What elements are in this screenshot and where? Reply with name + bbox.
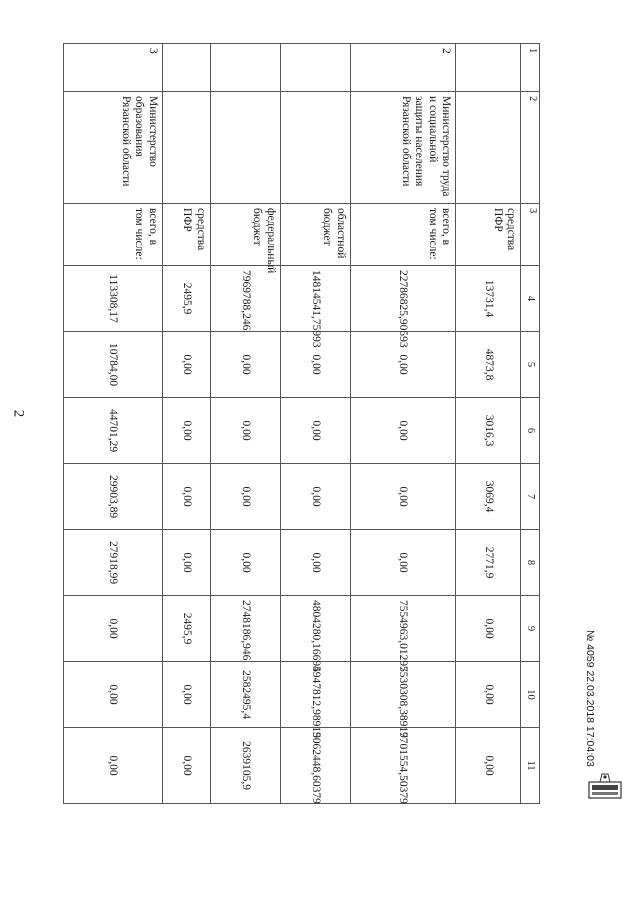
document-table-area — [63, 43, 540, 803]
document-footer: № 4059 22.03.2018 17:04:03 — [584, 630, 596, 767]
amount-cell: 7530308,38919 — [350, 662, 455, 728]
row-index-cell — [280, 44, 350, 92]
col-number: 1 — [521, 44, 540, 92]
table-row — [455, 44, 521, 804]
amount-cell: 0,00 — [64, 662, 163, 728]
funding-source-cell: средства ПФР — [455, 204, 521, 266]
amount-cell: 44701,29 — [64, 398, 163, 464]
col-number: 9 — [521, 596, 540, 662]
amount-cell: 7701554,50379 — [350, 728, 455, 804]
amount-cell: 0,00 — [280, 464, 350, 530]
amount-cell: 13731,4 — [455, 266, 521, 332]
col-number: 7 — [521, 464, 540, 530]
amount-cell: 113308,17 — [64, 266, 163, 332]
amount-cell: 0,00 — [280, 332, 350, 398]
col-number: 4 — [521, 266, 540, 332]
funding-source-cell: всего, в том числе: — [64, 204, 163, 266]
amount-cell: 0,00 — [162, 332, 210, 398]
amount-cell: 14814541,75993 — [280, 266, 350, 332]
col-number: 2 — [521, 92, 540, 204]
amount-cell: 2639105,9 — [210, 728, 280, 804]
amount-cell: 0,00 — [210, 464, 280, 530]
amount-cell: 4804280,16695 — [280, 596, 350, 662]
amount-cell: 0,00 — [350, 332, 455, 398]
row-index-cell — [162, 44, 210, 92]
budget-table — [63, 43, 540, 804]
amount-cell: 5062448,60379 — [280, 728, 350, 804]
amount-cell: 0,00 — [162, 728, 210, 804]
amount-cell: 2495,9 — [162, 266, 210, 332]
row-index-cell: 3 — [64, 44, 163, 92]
table-row — [280, 44, 350, 804]
ministry-name-cell — [280, 92, 350, 204]
amount-cell: 0,00 — [162, 464, 210, 530]
ministry-name-cell — [162, 92, 210, 204]
table-row — [350, 44, 455, 804]
table-row — [162, 44, 210, 804]
amount-cell: 0,00 — [350, 530, 455, 596]
amount-cell: 2771,9 — [455, 530, 521, 596]
amount-cell: 29903,89 — [64, 464, 163, 530]
funding-source-cell: средства ПФР — [162, 204, 210, 266]
amount-cell: 0,00 — [64, 728, 163, 804]
amount-cell: 0,00 — [455, 596, 521, 662]
amount-cell: 7969788,246 — [210, 266, 280, 332]
amount-cell: 0,00 — [162, 398, 210, 464]
col-number: 8 — [521, 530, 540, 596]
amount-cell: 0,00 — [210, 398, 280, 464]
amount-cell: 2748186,946 — [210, 596, 280, 662]
amount-cell: 2495,9 — [162, 596, 210, 662]
funding-source-cell: федеральный бюджет — [210, 204, 280, 266]
registration-stamp-icon — [588, 770, 622, 800]
amount-cell: 0,00 — [210, 332, 280, 398]
amount-cell: 3016,3 — [455, 398, 521, 464]
row-index-cell: 2 — [350, 44, 455, 92]
header-row — [521, 44, 540, 804]
row-index-cell — [455, 44, 521, 92]
amount-cell: 0,00 — [350, 398, 455, 464]
ministry-name-cell — [455, 92, 521, 204]
ministry-name-cell: Министерство труда и социальной защиты населения Рязанской области — [350, 92, 455, 204]
funding-source-cell: областной бюджет — [280, 204, 350, 266]
amount-cell: 3069,4 — [455, 464, 521, 530]
table-row — [64, 44, 163, 804]
page-number: 2 — [10, 409, 27, 418]
amount-cell: 27918,99 — [64, 530, 163, 596]
amount-cell: 22786825,90593 — [350, 266, 455, 332]
amount-cell: 0,00 — [280, 530, 350, 596]
row-index-cell — [210, 44, 280, 92]
table-row — [210, 44, 280, 804]
col-number: 6 — [521, 398, 540, 464]
amount-cell: 0,00 — [64, 596, 163, 662]
funding-source-cell: всего, в том числе: — [350, 204, 455, 266]
col-number: 11 — [521, 728, 540, 804]
amount-cell: 0,00 — [280, 398, 350, 464]
amount-cell: 0,00 — [162, 530, 210, 596]
amount-cell: 0,00 — [455, 728, 521, 804]
col-number: 3 — [521, 204, 540, 266]
amount-cell: 0,00 — [350, 464, 455, 530]
col-number: 5 — [521, 332, 540, 398]
amount-cell: 4947812,98919 — [280, 662, 350, 728]
amount-cell: 0,00 — [210, 530, 280, 596]
amount-cell: 4873,8 — [455, 332, 521, 398]
amount-cell: 0,00 — [455, 662, 521, 728]
amount-cell: 2582495,4 — [210, 662, 280, 728]
ministry-name-cell: Министерство образования Рязанской области — [64, 92, 163, 204]
amount-cell: 0,00 — [162, 662, 210, 728]
col-number: 10 — [521, 662, 540, 728]
ministry-name-cell — [210, 92, 280, 204]
amount-cell: 10784,00 — [64, 332, 163, 398]
amount-cell: 7554963,01295 — [350, 596, 455, 662]
